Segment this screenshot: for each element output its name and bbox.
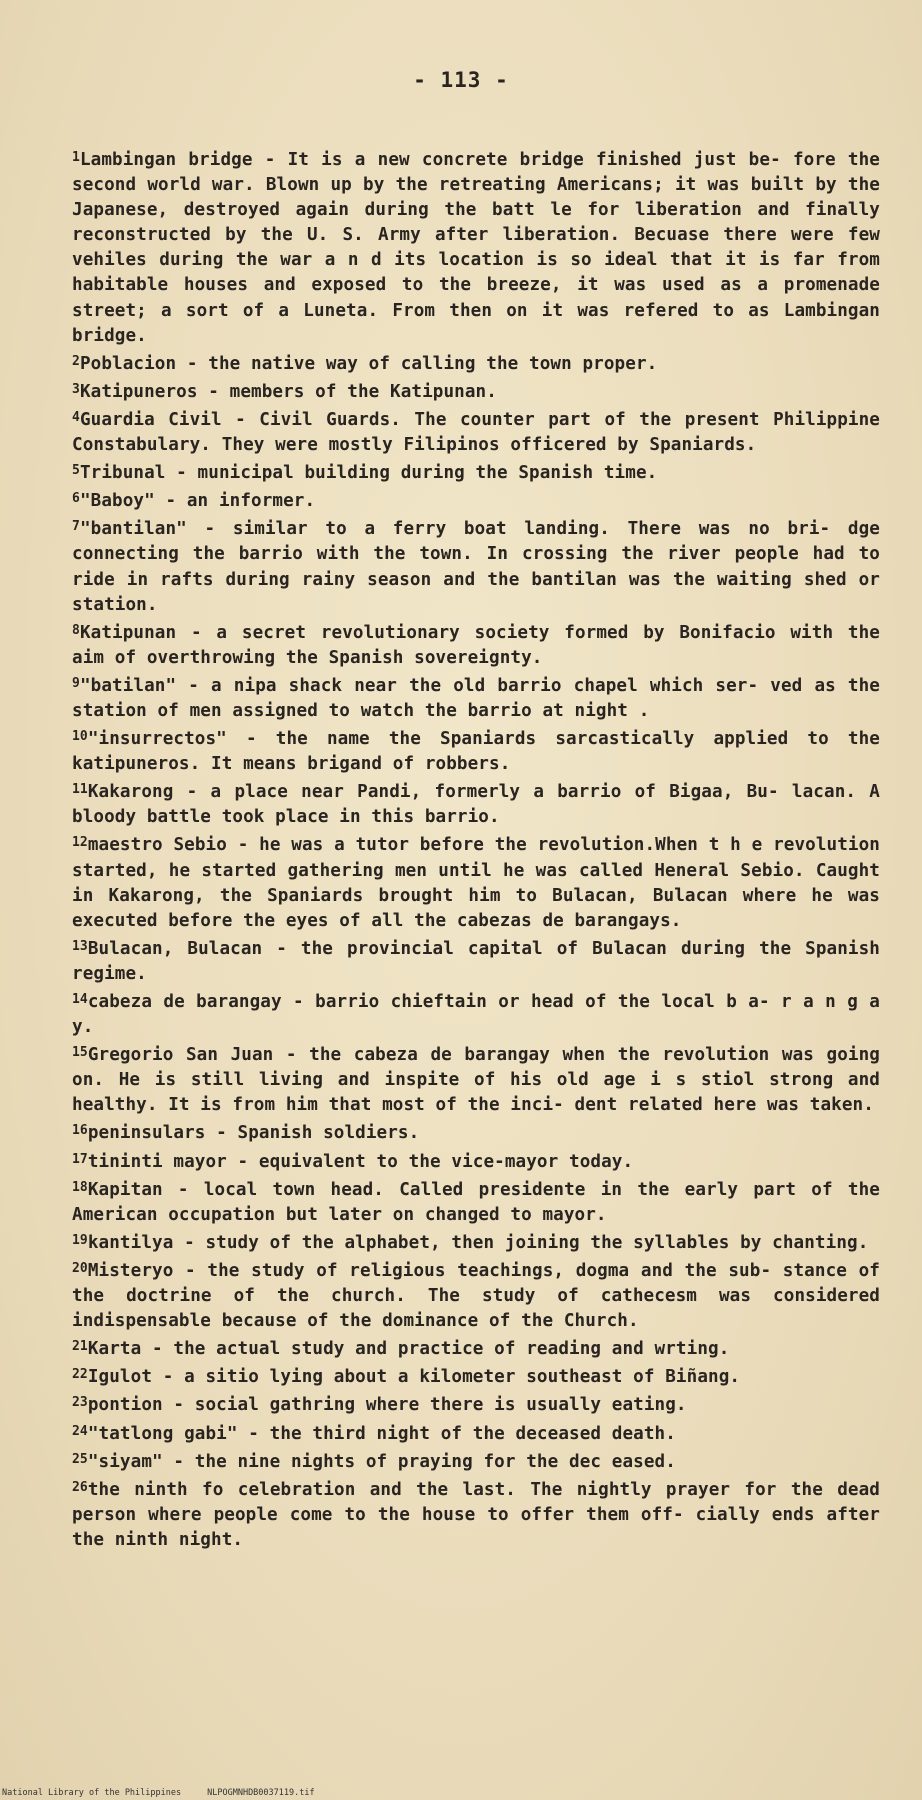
footnote-2	[72, 352, 880, 377]
footnote-text: "insurrectos" - the name the Spaniards sarcastically applied to the katipuneros. It means brigand of robbers.	[72, 729, 891, 775]
footnote-number: 15	[72, 1045, 88, 1061]
footnote-7	[72, 517, 891, 617]
page-number: - 113 -	[413, 68, 509, 92]
footnote-text: maestro Sebio - he was a tutor before the revolution.When t h e revolution started, he started gathering men until he was called Heneral Sebio. Caught in Kakarong, the Spaniards brought him to Bulacan, Bulacan where he was executed before the eyes of all the cabezas de barangays.	[72, 835, 891, 931]
footnote-text: "siyam" - the nine nights of praying for the dec eased.	[87, 1451, 676, 1472]
footnote-16	[72, 1121, 880, 1146]
footnote-number: 6	[72, 491, 80, 507]
footnote-number: 11	[72, 782, 88, 798]
footnote-6	[72, 489, 880, 514]
footnote-3	[72, 380, 880, 405]
footnote-number: 8	[72, 622, 80, 638]
footnote-text: Misteryo - the study of religious teachings, dogma and the sub- stance of the doctrine of the church. The study of cathecesm was considered indispensable because of the dominance of the Church.	[72, 1260, 891, 1332]
footnote-number: 19	[72, 1232, 88, 1248]
footnote-number: 16	[72, 1123, 88, 1139]
footnote-text: "bantilan" - similar to a ferry boat landing. There was no bri- dge connecting the barrio with the town. In crossing the river people had to ride in rafts during rainy season and the bantilan was the waiting shed or station.	[72, 519, 891, 615]
footnote-8	[72, 621, 891, 671]
footnote-text: "Baboy" - an informer.	[79, 491, 316, 512]
footnote-number: 26	[72, 1479, 88, 1495]
footnote-text: peninsulars - Spanish soldiers.	[87, 1123, 420, 1144]
footnote-text: Gregorio San Juan - the cabeza de barangay when the revolution was going on. He is still living and inspite of his old age i s stiol strong and healthy. It is from him that most of the inci- dent related here was taken.	[72, 1045, 891, 1116]
footnote-text: Karta - the actual study and practice of reading and wrting.	[87, 1339, 730, 1360]
footnote-text: "tatlong gabi" - the third night of the deceased death.	[87, 1423, 676, 1444]
footnote-number: 14	[72, 992, 88, 1007]
footnote-text: tininti mayor - equivalent to the vice-mayor today.	[87, 1151, 634, 1172]
footnote-19	[72, 1231, 880, 1256]
footnote-number: 1	[72, 150, 80, 165]
footnote-text: the ninth fo celebration and the last. The nightly prayer for the dead person where people come to the house to offer them off- cially ends after the ninth night.	[72, 1479, 891, 1550]
footnote-number: 23	[72, 1395, 88, 1411]
footnote-11	[72, 780, 891, 830]
footnote-text: Kapitan - local town head. Called presidente in the early part of the American occupation but later on changed to mayor.	[72, 1179, 891, 1225]
footnote-number: 18	[72, 1179, 88, 1195]
footnote-number: 25	[72, 1451, 88, 1467]
footnote-number: 9	[72, 675, 80, 691]
library-credit: National Library of the Philippines	[2, 1788, 182, 1798]
footnote-number: 21	[72, 1339, 88, 1355]
footnote-5	[72, 461, 880, 486]
footnote-text: Bulacan, Bulacan - the provincial capital of Bulacan during the Spanish regime.	[72, 938, 891, 984]
footnote-text: Tribunal - municipal building during the Spanish time.	[79, 463, 658, 484]
footnote-13	[72, 937, 891, 987]
footnote-10	[72, 727, 891, 777]
scan-footer	[2, 1788, 920, 1798]
footnote-number: 7	[72, 519, 80, 535]
footnote-15	[72, 1043, 891, 1118]
footnote-number: 20	[72, 1260, 88, 1276]
footnote-text: Kakarong - a place near Pandi, formerly a barrio of Bigaa, Bu- lacan. A bloody battle took place in this barrio.	[72, 782, 891, 828]
footnote-17	[72, 1150, 880, 1175]
footnote-text: "batilan" - a nipa shack near the old barrio chapel which ser- ved as the station of men assigned to watch the barrio at night .	[72, 675, 891, 721]
footnote-number: 3	[72, 381, 80, 397]
footnote-1	[72, 148, 891, 349]
footnote-text: Guardia Civil - Civil Guards. The counter part of the present Philippine Constabulary. They were mostly Filipinos officered by Spaniards.	[72, 409, 891, 456]
footnote-text: Poblacion - the native way of calling the town proper.	[79, 353, 658, 374]
footnote-text: Katipuneros - members of the Katipunan.	[79, 381, 497, 402]
footnote-number: 10	[72, 729, 88, 745]
footnote-text: Lambingan bridge - It is a new concrete bridge finished just be- fore the second world war. Blown up by the retreating Americans; it was built by the Japanese, destroyed again during the batt le for liberation and finally reconstructed by the U. S. Army after liberation. Becuase there were few vehiles during the war a n d its location is so ideal that it is far from habitable houses and exposed to the breeze, it was used as a promenade street; a sort of a Luneta. From then on it was refered to as Lambingan bridge.	[72, 150, 891, 346]
footnote-number: 22	[72, 1367, 88, 1383]
footnote-text: Igulot - a sitio lying about a kilometer southeast of Biñang.	[87, 1367, 741, 1388]
footnote-22	[72, 1365, 880, 1390]
footnote-9	[72, 674, 891, 724]
footnote-number: 17	[72, 1151, 88, 1167]
footnote-text: kantilya - study of the alphabet, then joining the syllables by chanting.	[87, 1232, 869, 1253]
footnote-12	[72, 833, 891, 933]
footnote-21	[72, 1337, 880, 1362]
footnote-14	[72, 990, 891, 1040]
footnote-4	[72, 408, 891, 458]
footnote-number: 13	[72, 938, 88, 954]
scan-filename: NLPOGMNHDB0037119.tif	[207, 1788, 315, 1798]
footnote-20	[72, 1259, 891, 1334]
footnote-number: 4	[72, 409, 80, 425]
footnotes-list	[72, 148, 891, 1556]
footnote-26	[72, 1478, 891, 1553]
footnote-18	[72, 1178, 891, 1228]
footnote-number: 12	[72, 835, 88, 851]
footnote-number: 24	[72, 1423, 88, 1439]
footnote-24	[72, 1422, 880, 1447]
footnote-text: pontion - social gathring where there is usually eating.	[87, 1395, 687, 1416]
footnote-number: 2	[72, 353, 80, 369]
footnote-25	[72, 1450, 880, 1475]
footnote-text: Katipunan - a secret revolutionary society formed by Bonifacio with the aim of overthrowing the Spanish sovereignty.	[72, 622, 891, 668]
footnote-number: 5	[72, 463, 80, 479]
footnote-23	[72, 1393, 880, 1418]
footnote-text: cabeza de barangay - barrio chieftain or head of the local b a- r a n g a y.	[72, 992, 891, 1038]
